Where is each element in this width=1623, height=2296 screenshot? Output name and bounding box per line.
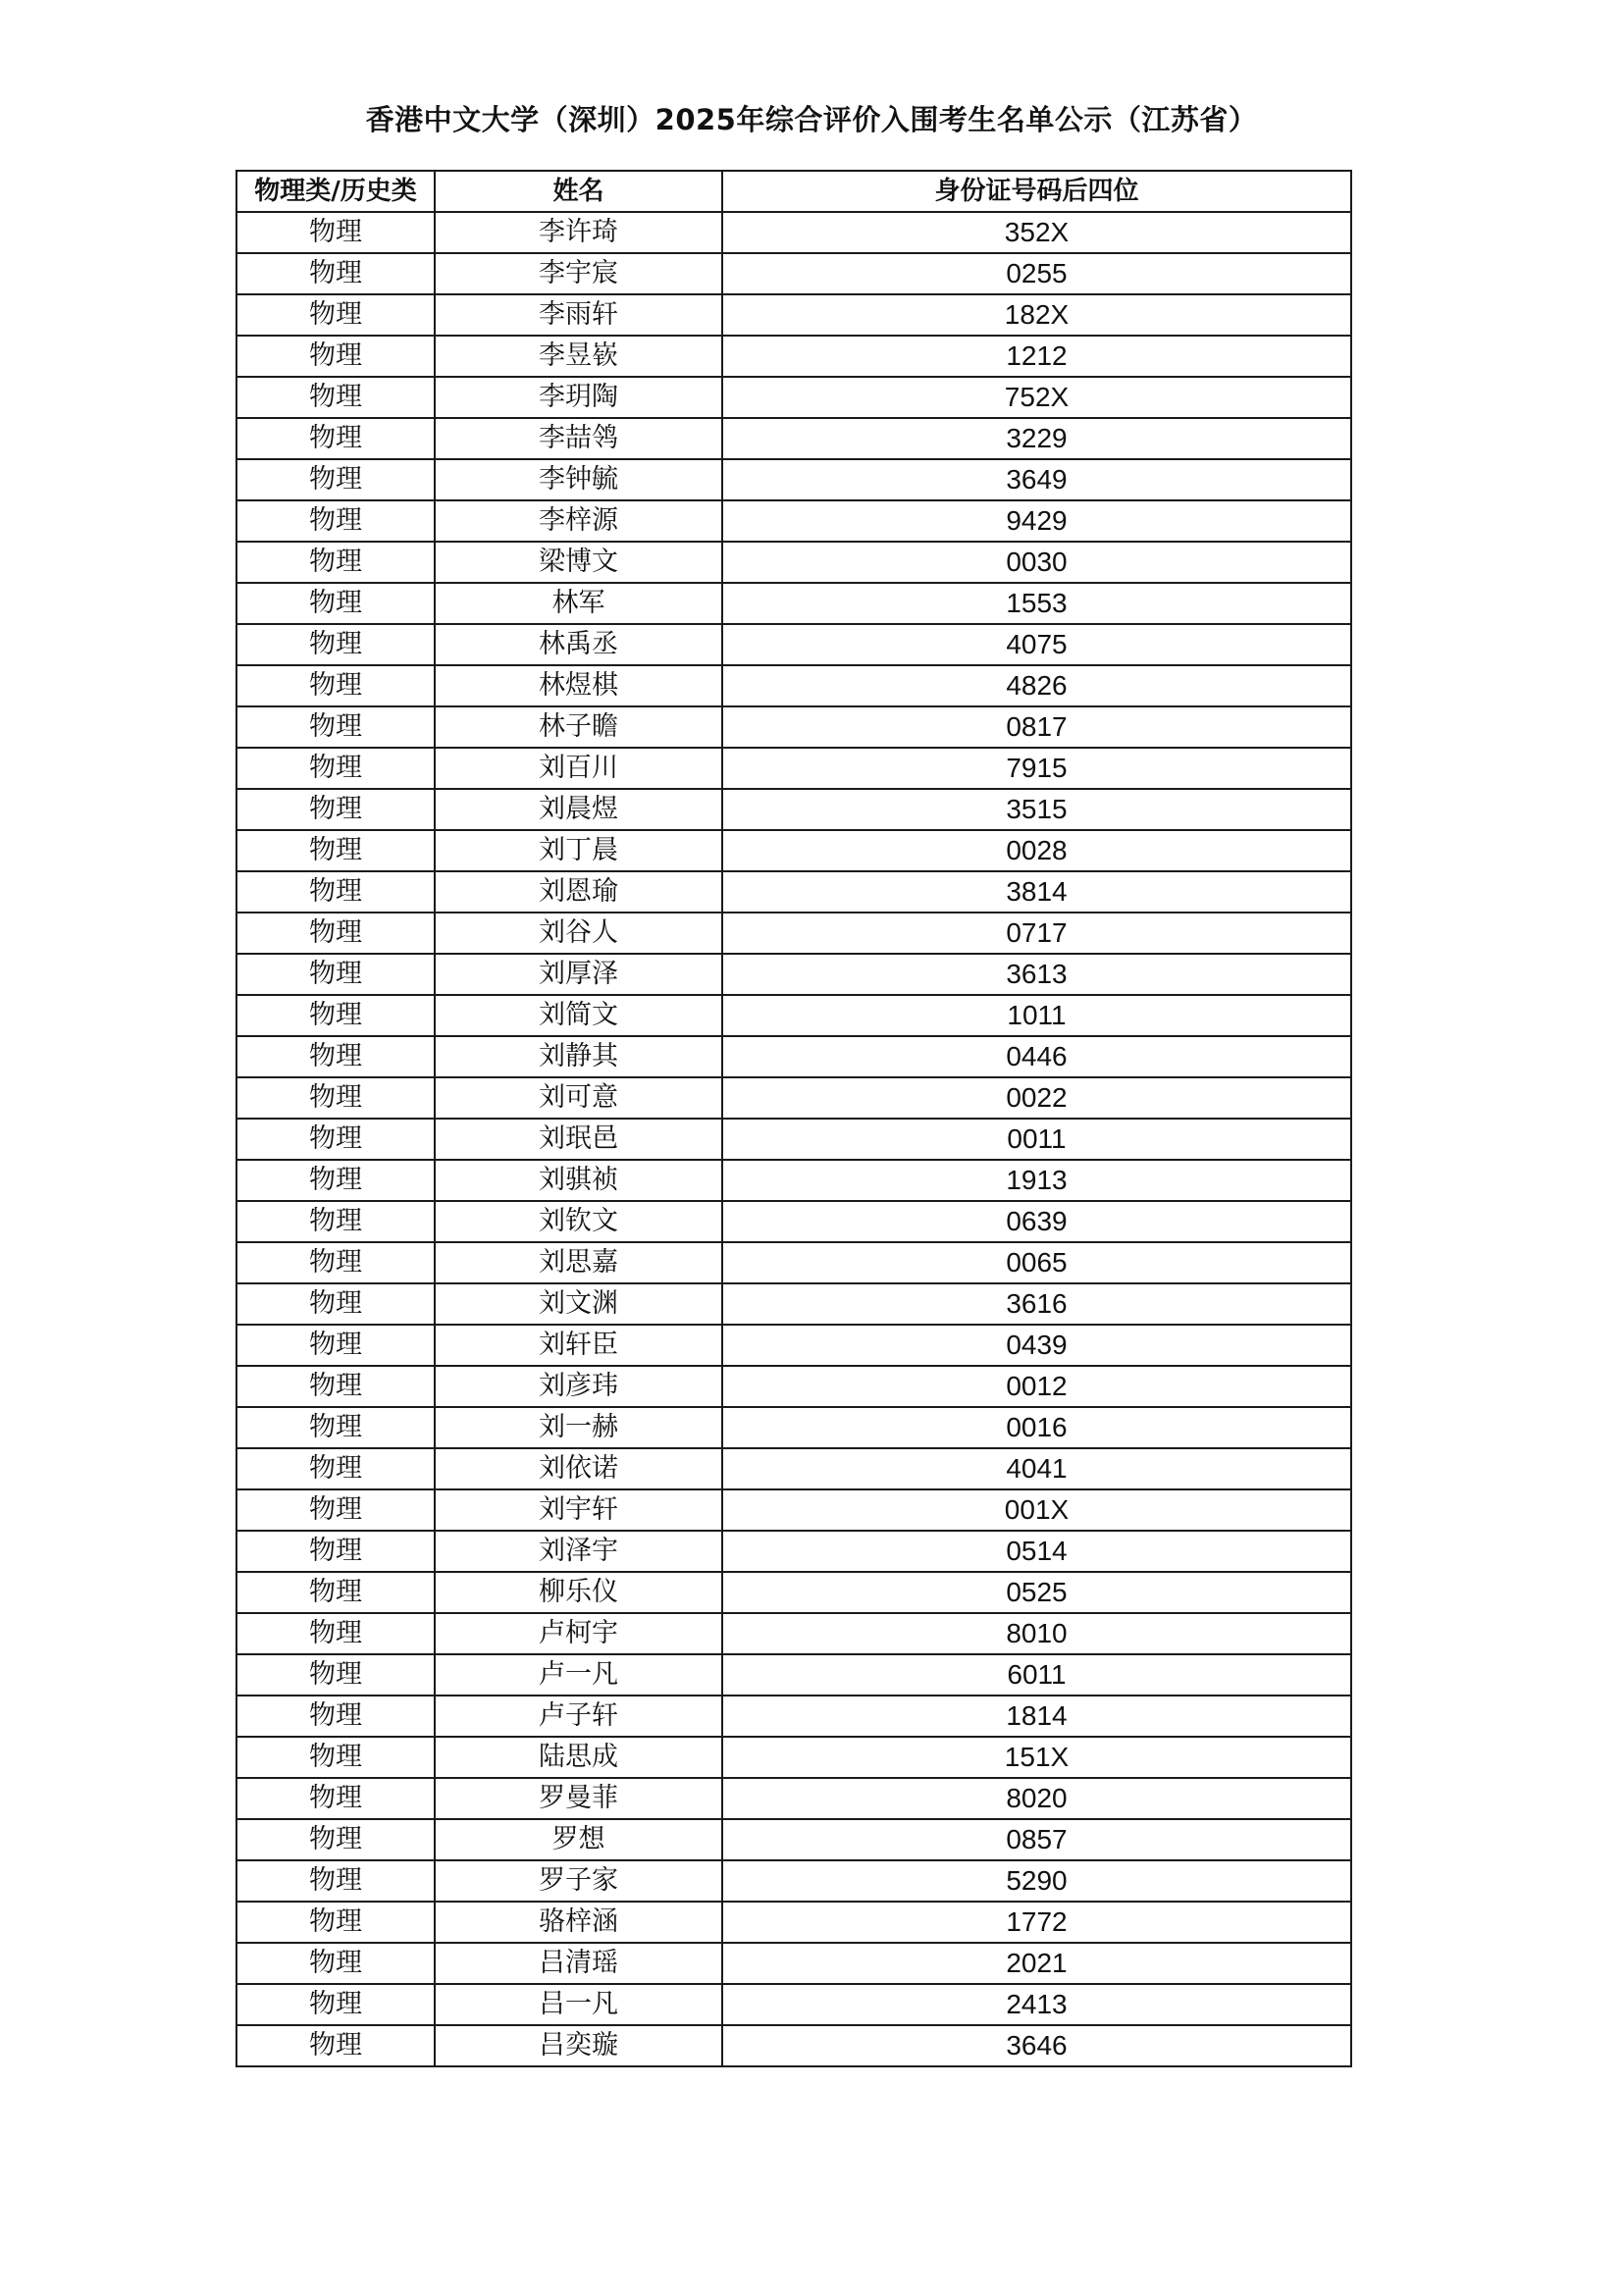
name-cell: 吕清瑶 (435, 1943, 722, 1984)
id-last-four-cell: 0011 (722, 1119, 1351, 1160)
name-cell: 李雨轩 (435, 294, 722, 336)
name-cell: 林军 (435, 583, 722, 624)
name-cell: 刘丁晨 (435, 830, 722, 871)
id-last-four-cell: 3649 (722, 459, 1351, 500)
table-row (236, 2025, 1351, 2066)
name-cell: 李梓源 (435, 500, 722, 542)
name-cell: 刘简文 (435, 995, 722, 1036)
id-last-four-cell: 4075 (722, 624, 1351, 665)
table-row (236, 1572, 1351, 1613)
id-last-four-cell: 151X (722, 1737, 1351, 1778)
candidate-table (236, 170, 1352, 2067)
table-row (236, 1902, 1351, 1943)
name-cell: 梁博文 (435, 542, 722, 583)
table-row (236, 1036, 1351, 1077)
name-cell: 李玥陶 (435, 377, 722, 418)
table-row (236, 1696, 1351, 1737)
category-cell: 物理 (236, 1860, 435, 1902)
table-row (236, 1201, 1351, 1242)
category-cell: 物理 (236, 1696, 435, 1737)
id-last-four-cell: 1814 (722, 1696, 1351, 1737)
category-cell: 物理 (236, 1325, 435, 1366)
id-last-four-cell: 0255 (722, 253, 1351, 294)
id-last-four-cell: 3613 (722, 954, 1351, 995)
category-cell: 物理 (236, 913, 435, 954)
table-row (236, 253, 1351, 294)
name-cell: 刘珉邑 (435, 1119, 722, 1160)
category-cell: 物理 (236, 830, 435, 871)
table-row (236, 1242, 1351, 1283)
table-row (236, 459, 1351, 500)
id-last-four-cell: 0717 (722, 913, 1351, 954)
name-cell: 刘钦文 (435, 1201, 722, 1242)
name-cell: 刘宇轩 (435, 1489, 722, 1531)
id-last-four-cell: 1011 (722, 995, 1351, 1036)
category-cell: 物理 (236, 377, 435, 418)
category-cell: 物理 (236, 1737, 435, 1778)
table-row (236, 830, 1351, 871)
table-row (236, 624, 1351, 665)
id-last-four-cell: 9429 (722, 500, 1351, 542)
id-last-four-cell: 5290 (722, 1860, 1351, 1902)
category-cell: 物理 (236, 1283, 435, 1325)
table-row (236, 542, 1351, 583)
id-last-four-cell: 0022 (722, 1077, 1351, 1119)
name-cell: 林煜棋 (435, 665, 722, 706)
table-body (236, 212, 1351, 2066)
table-row (236, 1531, 1351, 1572)
table-header (236, 171, 1351, 212)
category-cell: 物理 (236, 1366, 435, 1407)
page-title: 香港中文大学（深圳）2025年综合评价入围考生名单公示（江苏省） (365, 103, 1258, 136)
category-cell: 物理 (236, 1984, 435, 2025)
name-cell: 柳乐仪 (435, 1572, 722, 1613)
name-cell: 刘晨煜 (435, 789, 722, 830)
name-cell: 吕奕璇 (435, 2025, 722, 2066)
id-last-four-cell: 3814 (722, 871, 1351, 913)
name-cell: 刘百川 (435, 748, 722, 789)
name-cell: 罗曼菲 (435, 1778, 722, 1819)
id-last-four-cell: 0030 (722, 542, 1351, 583)
table-row (236, 1489, 1351, 1531)
table-row (236, 1778, 1351, 1819)
name-cell: 刘恩瑜 (435, 871, 722, 913)
name-cell: 卢子轩 (435, 1696, 722, 1737)
category-cell: 物理 (236, 1077, 435, 1119)
category-cell: 物理 (236, 1489, 435, 1531)
id-last-four-cell: 6011 (722, 1654, 1351, 1696)
id-last-four-cell: 0525 (722, 1572, 1351, 1613)
table-row (236, 1407, 1351, 1448)
name-cell: 卢柯宇 (435, 1613, 722, 1654)
table-row (236, 1737, 1351, 1778)
category-cell: 物理 (236, 1778, 435, 1819)
name-cell: 李昱嵚 (435, 336, 722, 377)
category-cell: 物理 (236, 336, 435, 377)
name-cell: 林禹丞 (435, 624, 722, 665)
table-row (236, 212, 1351, 253)
id-last-four-cell: 3646 (722, 2025, 1351, 2066)
name-cell: 李钟毓 (435, 459, 722, 500)
table-row (236, 913, 1351, 954)
id-last-four-cell: 0012 (722, 1366, 1351, 1407)
category-cell: 物理 (236, 1036, 435, 1077)
table-row (236, 377, 1351, 418)
table-row (236, 789, 1351, 830)
table-row (236, 1077, 1351, 1119)
id-last-four-cell: 001X (722, 1489, 1351, 1531)
table-row (236, 1366, 1351, 1407)
header-id-last-four: 身份证号码后四位 (722, 171, 1351, 212)
table-row (236, 1819, 1351, 1860)
name-cell: 刘轩臣 (435, 1325, 722, 1366)
id-last-four-cell: 0028 (722, 830, 1351, 871)
name-cell: 刘静其 (435, 1036, 722, 1077)
table-row (236, 665, 1351, 706)
header-name: 姓名 (435, 171, 722, 212)
table-row (236, 500, 1351, 542)
id-last-four-cell: 1913 (722, 1160, 1351, 1201)
id-last-four-cell: 3515 (722, 789, 1351, 830)
category-cell: 物理 (236, 459, 435, 500)
id-last-four-cell: 1212 (722, 336, 1351, 377)
table-row (236, 871, 1351, 913)
id-last-four-cell: 0817 (722, 706, 1351, 748)
table-row (236, 1943, 1351, 1984)
table-row (236, 748, 1351, 789)
table-row (236, 336, 1351, 377)
id-last-four-cell: 7915 (722, 748, 1351, 789)
name-cell: 骆梓涵 (435, 1902, 722, 1943)
category-cell: 物理 (236, 1819, 435, 1860)
category-cell: 物理 (236, 665, 435, 706)
table-row (236, 1860, 1351, 1902)
table-row (236, 1160, 1351, 1201)
category-cell: 物理 (236, 212, 435, 253)
category-cell: 物理 (236, 706, 435, 748)
table-row (236, 954, 1351, 995)
name-cell: 陆思成 (435, 1737, 722, 1778)
category-cell: 物理 (236, 294, 435, 336)
name-cell: 李喆鸰 (435, 418, 722, 459)
id-last-four-cell: 8010 (722, 1613, 1351, 1654)
table-row (236, 995, 1351, 1036)
table-row (236, 418, 1351, 459)
header-row (236, 171, 1351, 212)
name-cell: 卢一凡 (435, 1654, 722, 1696)
id-last-four-cell: 2413 (722, 1984, 1351, 2025)
name-cell: 刘文渊 (435, 1283, 722, 1325)
name-cell: 刘可意 (435, 1077, 722, 1119)
category-cell: 物理 (236, 1448, 435, 1489)
category-cell: 物理 (236, 1654, 435, 1696)
id-last-four-cell: 2021 (722, 1943, 1351, 1984)
id-last-four-cell: 0439 (722, 1325, 1351, 1366)
category-cell: 物理 (236, 1160, 435, 1201)
category-cell: 物理 (236, 253, 435, 294)
id-last-four-cell: 8020 (722, 1778, 1351, 1819)
id-last-four-cell: 3229 (722, 418, 1351, 459)
category-cell: 物理 (236, 1902, 435, 1943)
category-cell: 物理 (236, 1242, 435, 1283)
table-row (236, 1613, 1351, 1654)
category-cell: 物理 (236, 542, 435, 583)
category-cell: 物理 (236, 583, 435, 624)
category-cell: 物理 (236, 624, 435, 665)
name-cell: 刘谷人 (435, 913, 722, 954)
name-cell: 罗想 (435, 1819, 722, 1860)
name-cell: 林子瞻 (435, 706, 722, 748)
name-cell: 刘一赫 (435, 1407, 722, 1448)
id-last-four-cell: 0016 (722, 1407, 1351, 1448)
id-last-four-cell: 4826 (722, 665, 1351, 706)
category-cell: 物理 (236, 789, 435, 830)
name-cell: 刘思嘉 (435, 1242, 722, 1283)
category-cell: 物理 (236, 871, 435, 913)
name-cell: 刘彦玮 (435, 1366, 722, 1407)
category-cell: 物理 (236, 2025, 435, 2066)
id-last-four-cell: 0639 (722, 1201, 1351, 1242)
category-cell: 物理 (236, 1943, 435, 1984)
table-row (236, 583, 1351, 624)
id-last-four-cell: 4041 (722, 1448, 1351, 1489)
name-cell: 李宇宸 (435, 253, 722, 294)
category-cell: 物理 (236, 954, 435, 995)
category-cell: 物理 (236, 1201, 435, 1242)
category-cell: 物理 (236, 500, 435, 542)
table-row (236, 706, 1351, 748)
category-cell: 物理 (236, 1407, 435, 1448)
table-row (236, 1448, 1351, 1489)
table-row (236, 1283, 1351, 1325)
table-row (236, 1119, 1351, 1160)
id-last-four-cell: 352X (722, 212, 1351, 253)
category-cell: 物理 (236, 1119, 435, 1160)
name-cell: 刘泽宇 (435, 1531, 722, 1572)
id-last-four-cell: 0065 (722, 1242, 1351, 1283)
id-last-four-cell: 0514 (722, 1531, 1351, 1572)
name-cell: 刘骐祯 (435, 1160, 722, 1201)
id-last-four-cell: 1553 (722, 583, 1351, 624)
category-cell: 物理 (236, 995, 435, 1036)
header-category: 物理类/历史类 (236, 171, 435, 212)
category-cell: 物理 (236, 1613, 435, 1654)
table-row (236, 1654, 1351, 1696)
name-cell: 李许琦 (435, 212, 722, 253)
table-row (236, 1984, 1351, 2025)
name-cell: 罗子家 (435, 1860, 722, 1902)
category-cell: 物理 (236, 418, 435, 459)
name-cell: 刘依诺 (435, 1448, 722, 1489)
id-last-four-cell: 752X (722, 377, 1351, 418)
category-cell: 物理 (236, 1531, 435, 1572)
table-row (236, 294, 1351, 336)
name-cell: 刘厚泽 (435, 954, 722, 995)
id-last-four-cell: 182X (722, 294, 1351, 336)
id-last-four-cell: 0446 (722, 1036, 1351, 1077)
id-last-four-cell: 0857 (722, 1819, 1351, 1860)
name-cell: 吕一凡 (435, 1984, 722, 2025)
category-cell: 物理 (236, 748, 435, 789)
id-last-four-cell: 1772 (722, 1902, 1351, 1943)
id-last-four-cell: 3616 (722, 1283, 1351, 1325)
table-row (236, 1325, 1351, 1366)
category-cell: 物理 (236, 1572, 435, 1613)
